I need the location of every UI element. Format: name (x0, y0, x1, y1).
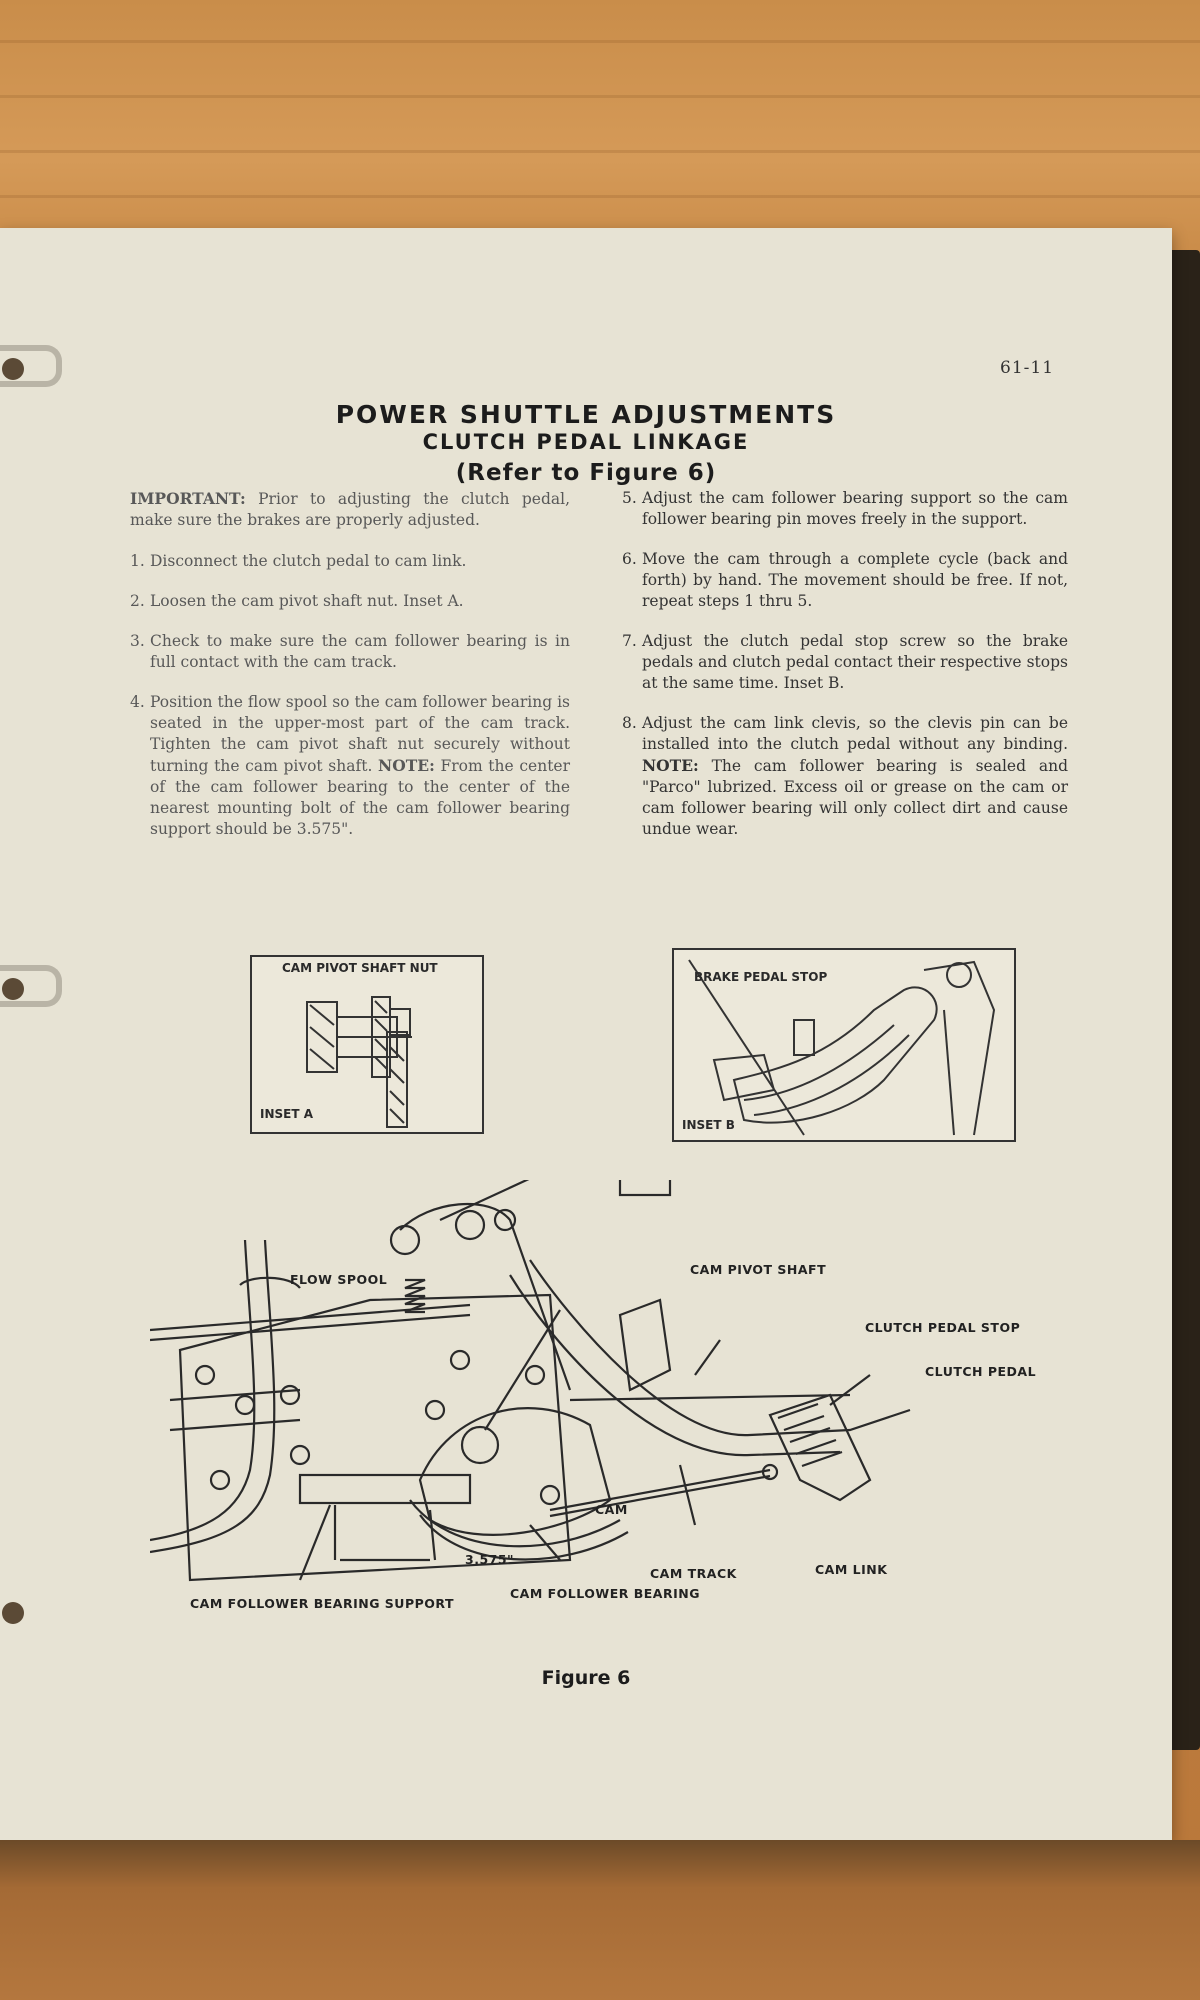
note-text: From the center of the cam follower bearing to the center of the nearest mounting bolt of the cam follower bearing support should be 3.575". (150, 757, 571, 838)
step-number: 8. (622, 714, 637, 732)
binder-ring (0, 345, 62, 387)
step-number: 6. (622, 550, 637, 568)
left-column (130, 488, 570, 859)
inset-b (672, 948, 1016, 1142)
clutch-pedal-stop-label: CLUTCH PEDAL STOP (865, 1320, 1021, 1335)
step-text: Adjust the clutch pedal stop screw so the brake pedals and clutch pedal contact their respective stops at the same time. Inset B. (642, 632, 1068, 692)
cam-follower-bearing-support-label: CAM FOLLOWER BEARING SUPPORT (190, 1596, 454, 1611)
wood-grain (0, 40, 1200, 43)
binder-cover (1168, 250, 1200, 1750)
step-body: Adjust the cam link clevis, so the clevis pin can be installed into the clutch pedal without any binding. (642, 714, 1068, 753)
step-number: 3. (130, 632, 145, 650)
cam-follower-bearing-label: CAM FOLLOWER BEARING (510, 1586, 700, 1601)
step-text: Loosen the cam pivot shaft nut. Inset A. (150, 592, 464, 610)
figure-6-diagram (150, 1180, 1080, 1650)
inset-b-corner-label: INSET B (682, 1118, 735, 1132)
binder-hole (2, 1602, 24, 1624)
clutch-linkage-drawing (150, 1180, 1080, 1650)
figure-caption: Figure 6 (541, 1667, 631, 1689)
right-column (622, 488, 1068, 859)
step-text: Disconnect the clutch pedal to cam link. (150, 552, 467, 570)
step-number: 1. (130, 552, 145, 570)
important-note (130, 488, 570, 531)
cam-pivot-shaft-label: CAM PIVOT SHAFT (690, 1262, 827, 1277)
figure-reference: (Refer to Figure 6) (455, 460, 717, 486)
step-text (642, 713, 1068, 840)
step-number: 5. (622, 489, 637, 507)
step-text: Check to make sure the cam follower bearing is in full contact with the cam track. (150, 632, 570, 671)
section-subtitle: CLUTCH PEDAL LINKAGE (422, 430, 750, 454)
step-number: 2. (130, 592, 145, 610)
step-4 (130, 692, 570, 840)
note-label: NOTE: (642, 756, 699, 775)
table-surface (0, 1840, 1200, 2000)
step-number: 4. (130, 693, 145, 711)
inset-a-corner-label: INSET A (260, 1107, 313, 1121)
step-3 (130, 631, 570, 673)
flow-spool-label: FLOW SPOOL (290, 1272, 388, 1287)
note-text: The cam follower bearing is sealed and "Parco" lubrized. Excess oil or grease on the cam or cam follower bearing will only collect dirt and cause undue wear. (642, 757, 1068, 838)
wood-grain (0, 150, 1200, 153)
step-5 (622, 488, 1068, 530)
step-number: 7. (622, 632, 637, 650)
page-title: POWER SHUTTLE ADJUSTMENTS (335, 400, 837, 429)
step-6 (622, 549, 1068, 612)
inset-a (250, 955, 484, 1134)
important-label: IMPORTANT: (130, 489, 246, 508)
wood-grain (0, 95, 1200, 98)
step-2 (130, 591, 570, 612)
cam-label: CAM (595, 1502, 628, 1517)
clutch-pedal-label: CLUTCH PEDAL (925, 1364, 1037, 1379)
step-1 (130, 551, 570, 572)
step-7 (622, 631, 1068, 694)
step-body: Position the flow spool so the cam follower bearing is seated in the upper-most part of the cam track. Tighten the cam pivot shaft nut securely without turning the cam pivot shaft. (150, 693, 570, 775)
inset-a-top-label: CAM PIVOT SHAFT NUT (282, 961, 438, 975)
cam-track-label: CAM TRACK (650, 1566, 737, 1581)
dimension-label: 3.575" (465, 1552, 515, 1567)
important-text: Prior to adjusting the clutch pedal, make sure the brakes are properly adjusted. (130, 490, 570, 529)
pivot-nut-drawing (252, 957, 482, 1132)
binder-ring (0, 965, 62, 1007)
inset-b-top-label: BRAKE PEDAL STOP (694, 970, 828, 984)
page-number: 61-11 (1000, 358, 1055, 378)
step-text (150, 692, 570, 840)
step-text: Move the cam through a complete cycle (back and forth) by hand. The movement should be free. If not, repeat steps 1 thru 5. (642, 550, 1068, 610)
step-text: Adjust the cam follower bearing support so the cam follower bearing pin moves freely in the support. (642, 489, 1068, 528)
note-label: NOTE: (378, 756, 435, 775)
wood-grain (0, 195, 1200, 198)
cam-link-label: CAM LINK (815, 1562, 888, 1577)
step-8 (622, 713, 1068, 840)
